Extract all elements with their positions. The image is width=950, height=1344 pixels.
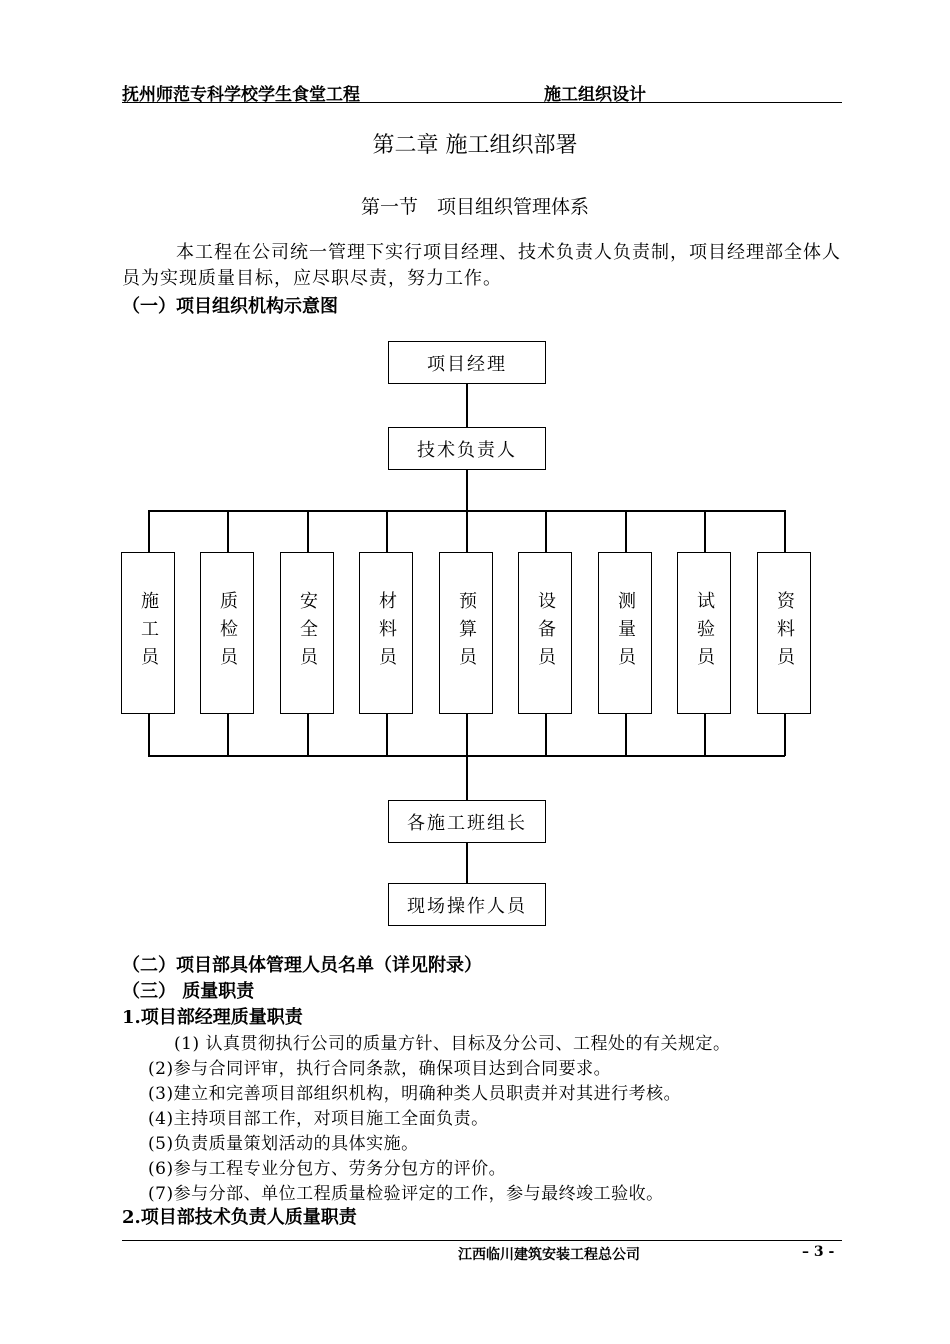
duty-item: (5)负责质量策划活动的具体实施。 — [148, 1134, 419, 1154]
section-title: 第一节 项目组织管理体系 — [360, 196, 589, 218]
duty-item: (6)参与工程专业分包方、劳务分包方的评价。 — [148, 1159, 507, 1179]
org-role-label: 质检员 — [217, 591, 238, 675]
footer-company: 江西临川建筑安装工程总公司 — [458, 1247, 640, 1263]
org-box-tech-lead — [388, 427, 546, 470]
org-role-label: 资料员 — [774, 591, 795, 675]
intro-paragraph: 本工程在公司统一管理下实行项目经理、技术负责人负责制，项目经理部全体人员为实现质量目标，应尽职尽责，努力工作。 — [122, 242, 841, 289]
org-role-label: 材料员 — [376, 591, 397, 675]
connector — [466, 470, 468, 510]
duty-item: (4)主持项目部工作，对项目施工全面负责。 — [148, 1109, 489, 1129]
header-rule — [122, 102, 842, 103]
heading-staff-list: （二）项目部具体管理人员名单（详见附录） — [122, 955, 482, 976]
heading-quality-duties: （三） 质量职责 — [122, 981, 255, 1002]
org-box-role — [359, 552, 413, 714]
org-label-team-leaders: 各施工班组长 — [407, 812, 527, 834]
org-box-role — [598, 552, 652, 714]
org-box-role — [200, 552, 254, 714]
header-left: 抚州师范专科学校学生食堂工程 — [122, 85, 360, 105]
org-box-team-leaders — [388, 800, 546, 843]
header-right: 施工组织设计 — [544, 85, 646, 105]
org-box-role — [757, 552, 811, 714]
org-box-workers — [388, 883, 546, 926]
heading-org-chart: （一）项目组织机构示意图 — [122, 296, 338, 317]
duty-item: (2)参与合同评审，执行合同条款，确保项目达到合同要求。 — [148, 1059, 612, 1079]
org-role-label: 施工员 — [138, 591, 159, 675]
heading-tech-lead-duties: 2.项目部技术负责人质量职责 — [122, 1207, 357, 1228]
connector — [466, 384, 468, 428]
duty-item: (3)建立和完善项目部组织机构，明确种类人员职责并对其进行考核。 — [148, 1084, 682, 1104]
org-label-tech-lead: 技术负责人 — [417, 439, 517, 461]
heading-manager-duties: 1.项目部经理质量职责 — [122, 1007, 303, 1028]
org-box-role — [677, 552, 731, 714]
duty-item: (1) 认真贯彻执行公司的质量方针、目标及分公司、工程处的有关规定。 — [174, 1034, 731, 1054]
org-role-label: 试验员 — [694, 591, 715, 675]
org-box-role — [121, 552, 175, 714]
org-box-project-manager — [388, 341, 546, 384]
page-number: – 3 - — [802, 1244, 835, 1260]
footer-rule — [122, 1240, 842, 1241]
connector — [466, 756, 468, 800]
org-box-role — [280, 552, 334, 714]
org-box-role — [439, 552, 493, 714]
duty-item: (7)参与分部、单位工程质量检验评定的工作，参与最终竣工验收。 — [148, 1184, 664, 1204]
org-role-label: 设备员 — [535, 591, 556, 675]
org-role-label: 预算员 — [456, 591, 477, 675]
org-role-label: 安全员 — [297, 591, 318, 675]
org-box-role — [518, 552, 572, 714]
org-role-label: 测量员 — [615, 591, 636, 675]
chapter-title: 第二章 施工组织部署 — [372, 133, 578, 158]
org-label-project-manager: 项目经理 — [427, 353, 507, 375]
connector — [466, 843, 468, 883]
org-label-workers: 现场操作人员 — [407, 895, 527, 917]
